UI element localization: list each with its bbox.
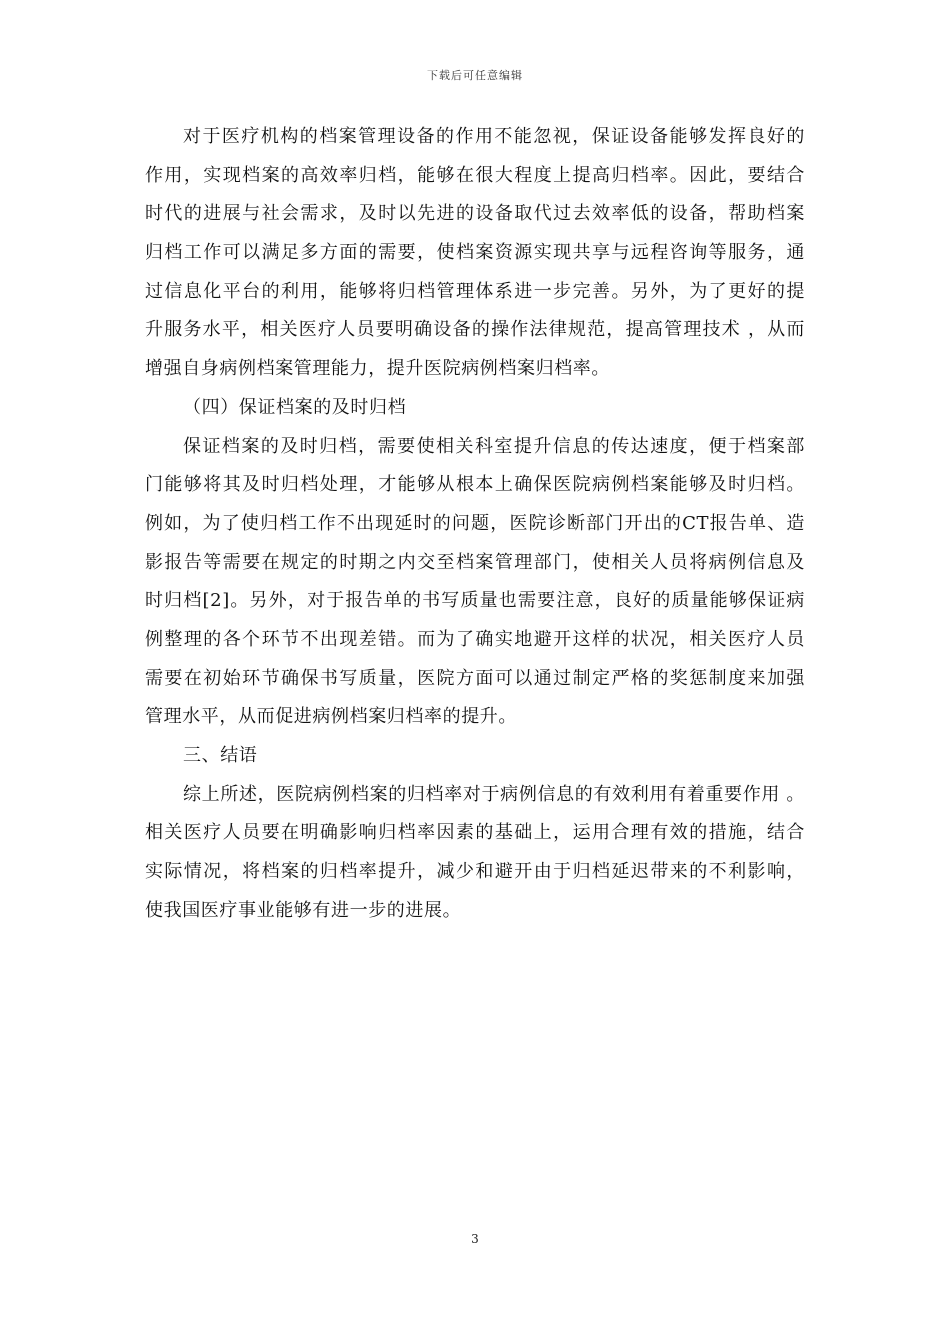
paragraph-line: 增强自身病例档案管理能力，提升医院病例档案归档率。 xyxy=(145,358,610,380)
paragraph-line: 管理水平，从而促进病例档案归档率的提升。 xyxy=(145,706,517,728)
page-header-note: 下载后可任意编辑 xyxy=(427,69,523,82)
paragraph-line: 作用，实现档案的高效率归档，能够在很大程度上提高归档率。因此，要结合 xyxy=(145,164,805,186)
paragraph-line: 例整理的各个环节不出现差错。而为了确实地避开这样的状况，相关医疗人员 xyxy=(145,628,805,650)
paragraph-line: 相关医疗人员要在明确影响归档率因素的基础上，运用合理有效的措施，结合 xyxy=(145,822,805,844)
page-number: 3 xyxy=(471,1232,479,1246)
paragraph-line: 需要在初始环节确保书写质量，医院方面可以通过制定严格的奖惩制度来加强 xyxy=(145,667,805,689)
paragraph-line: 使我国医疗事业能够有进一步的进展。 xyxy=(145,899,462,921)
paragraph-line: 例如，为了使归档工作不出现延时的问题，医院诊断部门开出的CT报告单、造 xyxy=(145,512,805,534)
paragraph-line: 时代的进展与社会需求，及时以先进的设备取代过去效率低的设备，帮助档案 xyxy=(145,203,805,225)
paragraph-conclusion xyxy=(145,776,805,931)
paragraph-line: 升服务水平，相关医疗人员要明确设备的操作法律规范，提高管理技术 ，从而 xyxy=(145,319,805,341)
paragraph-line: 影报告等需要在规定的时期之内交至档案管理部门，使相关人员将病例信息及 xyxy=(145,551,805,573)
paragraph-line: 综上所述，医院病例档案的归档率对于病例信息的有效利用有着重要作用 。 xyxy=(183,783,805,805)
paragraph-line: 实际情况，将档案的归档率提升，减少和避开由于归档延迟带来的不利影响， xyxy=(145,861,805,883)
paragraph-equipment xyxy=(145,118,805,389)
paragraph-line: 对于医疗机构的档案管理设备的作用不能忽视，保证设备能够发挥良好的 xyxy=(183,126,805,147)
paragraph-line: 归档工作可以满足多方面的需要，使档案资源实现共享与远程咨询等服务，通 xyxy=(145,242,805,264)
paragraph-line: 保证档案的及时归档，需要使相关科室提升信息的传达速度，便于档案部 xyxy=(183,435,805,457)
section-heading-four: （四）保证档案的及时归档 xyxy=(183,396,407,418)
section-heading-three: 三、结语 xyxy=(183,745,258,766)
document-body xyxy=(145,118,805,930)
paragraph-line: 门能够将其及时归档处理，才能够从根本上确保医院病例档案能够及时归档。 xyxy=(145,474,805,496)
paragraph-timely-filing xyxy=(145,428,805,738)
paragraph-line: 过信息化平台的利用，能够将归档管理体系进一步完善。另外，为了更好的提 xyxy=(145,280,805,302)
paragraph-line: 时归档[2]。另外，对于报告单的书写质量也需要注意，良好的质量能够保证病 xyxy=(145,590,805,612)
